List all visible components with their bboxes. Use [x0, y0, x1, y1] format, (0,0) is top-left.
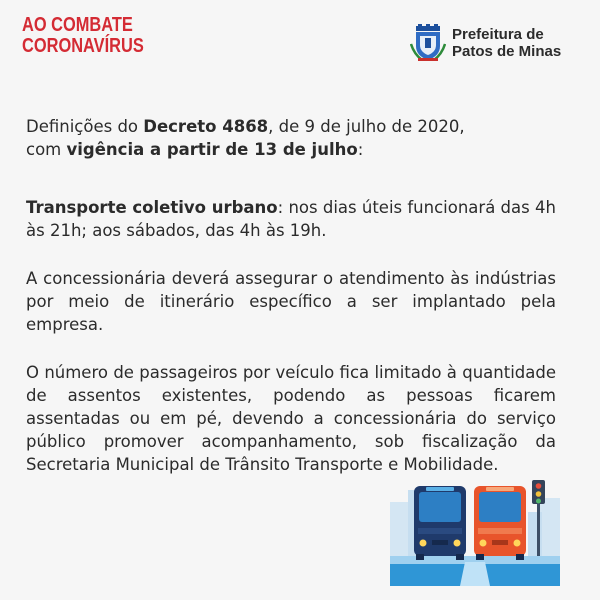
campaign-title-line1: AO COMBATE [22, 14, 133, 36]
intro-text-4: : [357, 140, 364, 159]
transport-paragraph [26, 196, 556, 242]
city-coat-of-arms-icon [410, 24, 446, 62]
transport-text: : nos dias úteis funcionará das 4h às 21h; aos sábados, das 4h às 19h. [26, 198, 556, 240]
decree-intro [26, 115, 556, 161]
logo-line2: Patos de Minas [452, 43, 562, 60]
prefeitura-logo [410, 24, 580, 64]
blue-bus-icon [414, 486, 466, 560]
validity-date: vigência a partir de 13 de julho [66, 140, 358, 159]
decree-content [26, 115, 556, 476]
campaign-title-line2: CORONAVÍRUS [22, 35, 144, 57]
campaign-title [22, 15, 144, 57]
intro-text-2: , de 9 de julho de 2020, [268, 117, 465, 136]
transport-heading: Transporte coletivo urbano [26, 198, 278, 217]
buses-illustration [390, 470, 560, 586]
passengers-paragraph: O número de passageiros por veículo fica limitado à quantidade de assentos existentes, podendo as pessoas ficarem assentadas ou em pé, devendo a concessionária do serviço público promover acompanhamento, sob fiscalização da Secretaria Municipal de Trânsito Transporte e Mobilidade. [26, 363, 556, 474]
prefeitura-name [452, 26, 561, 60]
intro-text-3: com [26, 140, 67, 159]
intro-text-1: Definições do [26, 117, 144, 136]
orange-bus-icon [474, 486, 526, 560]
concessionaire-paragraph: A concessionária deverá assegurar o atendimento às indústrias por meio de itinerário específico a ser implantado pela empresa. [26, 269, 556, 334]
logo-line1: Prefeitura de [452, 26, 544, 43]
decree-number: Decreto 4868 [143, 117, 269, 136]
